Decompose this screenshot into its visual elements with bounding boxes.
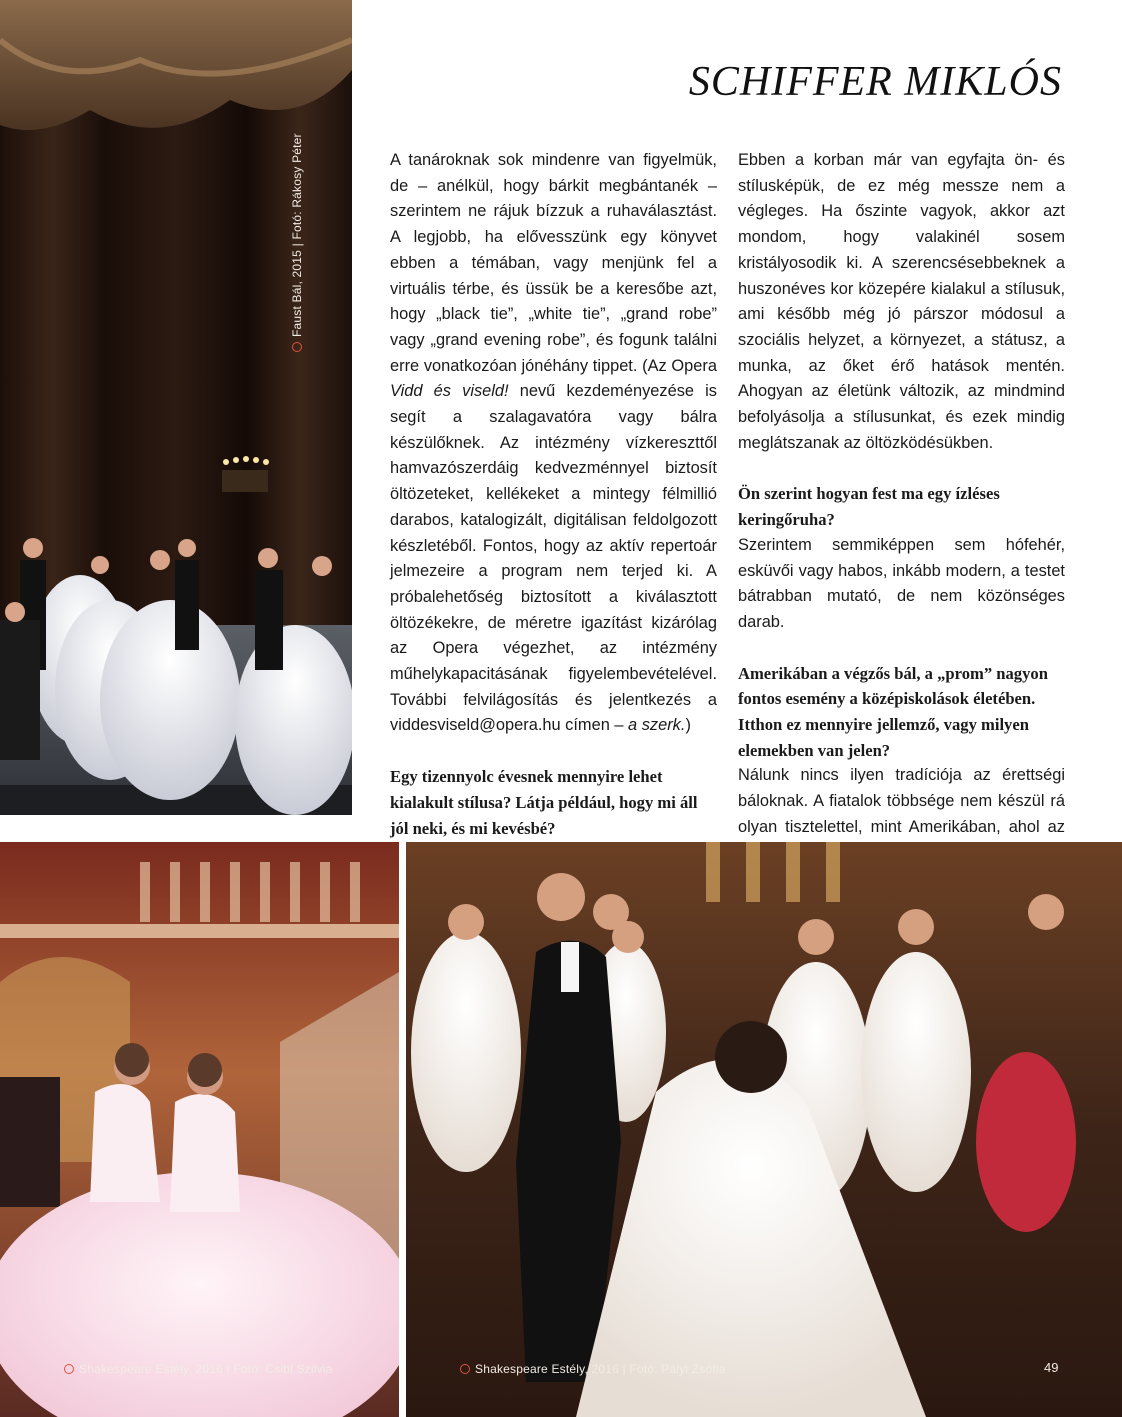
interview-answer: Nálunk nincs ilyen tradíciója az érettségi báloknak. A fiatalok többsége nem készül rá olyan tisztelettel, mint Amerikában, ahol az xyxy=(738,766,1065,836)
stage-ball-photo xyxy=(0,0,352,815)
stage-photo-credit xyxy=(290,133,304,352)
staircase-photo xyxy=(0,842,399,1417)
interview-answer: Szerintem semmiképpen sem hófehér, esküvői vagy habos, inkább modern, a testet bátrabban mutató, de nem közönséges darab. xyxy=(738,535,1065,631)
interview-question: Amerikában a végzős bál, a „prom” nagyon fontos esemény a középiskolások életében. Itthon ez mennyire jellemző, vagy milyen elemekben van jelen? xyxy=(738,663,1048,760)
dancing-couple-photo xyxy=(406,842,1122,1417)
paragraph-text: ) xyxy=(685,716,691,735)
staircase-photo-credit xyxy=(64,1362,333,1376)
italic-text: a szerk. xyxy=(628,716,686,735)
credit-ring-icon xyxy=(292,342,302,352)
interview-question: Ön szerint hogyan fest ma egy ízléses keringőruha? xyxy=(738,484,1000,530)
credit-ring-icon xyxy=(460,1364,470,1374)
paragraph-text: nevű kezdeményezése is segít a szalagavatóra vagy bálra készülőknek. Az intézmény vízkereszttől hamvazószerdáig kedvezménnyel biztosít öltözeteket, kellékeket a mintegy félmillió darabos, katalogizált, digitálisan feldolgozott készletéből. Fontos, hogy az aktív repertoár jelmezeire a program nem terjed ki. A próbalehetőség biztosított a kiválasztott öltözékekre, de méretre igazítást kizárólag az Opera végezhet, az intézmény műhelykapacitásának figyelembevételével. További felvilágosítás és jelentkezés a viddesviseld@opera.hu címen – xyxy=(390,382,717,735)
page-number: 49 xyxy=(1044,1360,1059,1375)
paragraph-text: A tanároknak sok mindenre van figyelmük, de – anélkül, hogy bárkit megbántanék – szerintem ne rájuk bízzuk a ruhaválasztást. A legjobb, ha elővesszünk egy könyvet ebben a témában, vagy menjünk fel a virtuális térbe, és üssük be a keresőbe azt, hogy „black tie”, „white tie”, „grand robe” vagy „grand evening robe”, és fogunk találni erre vonatkozóan jónéhány tippet. (Az Opera xyxy=(390,151,717,375)
stage-photo-credit-text: Faust Bál, 2015 | Fotó: Rákosy Péter xyxy=(290,133,304,337)
article-column-1 xyxy=(390,148,717,841)
article-column-2 xyxy=(738,148,1065,918)
author-name: SCHIFFER MIKLÓS xyxy=(688,59,1062,105)
article-paragraph xyxy=(390,148,717,739)
interview-question: Egy tizennyolc évesnek mennyire lehet kialakult stílusa? Látja például, hogy mi áll jól neki, és mi kevésbé? xyxy=(390,767,698,838)
staircase-photo-credit-text: Shakespeare Estély, 2016 | Fotó: Csibi Szilvia xyxy=(79,1362,333,1376)
dancing-photo-credit-text: Shakespeare Estély, 2016 | Fotó: Pályi Zsófia xyxy=(475,1362,726,1376)
interview-answer: Ebben a korban már van egyfajta ön- és stílusképük, de ez még messze nem a végleges. Ha őszinte vagyok, akkor azt mondom, hogy valakinél sosem kristályosodik ki. A szerencsésebbeknek a huszonéves kor közepére kialakul a stílusuk, ami később még jó párszor módosul a szociális helyzet, a környezet, a státusz, a munka, az őket érő hatások mentén. Ahogyan az életünk változik, az mindmind befolyásolja a stílusunkat, és ezek mindig meglátszanak az öltözködésükben. xyxy=(738,151,1065,452)
credit-ring-icon xyxy=(64,1364,74,1374)
italic-text: Vidd és viseld! xyxy=(390,382,509,401)
dancing-photo-credit xyxy=(460,1362,726,1376)
